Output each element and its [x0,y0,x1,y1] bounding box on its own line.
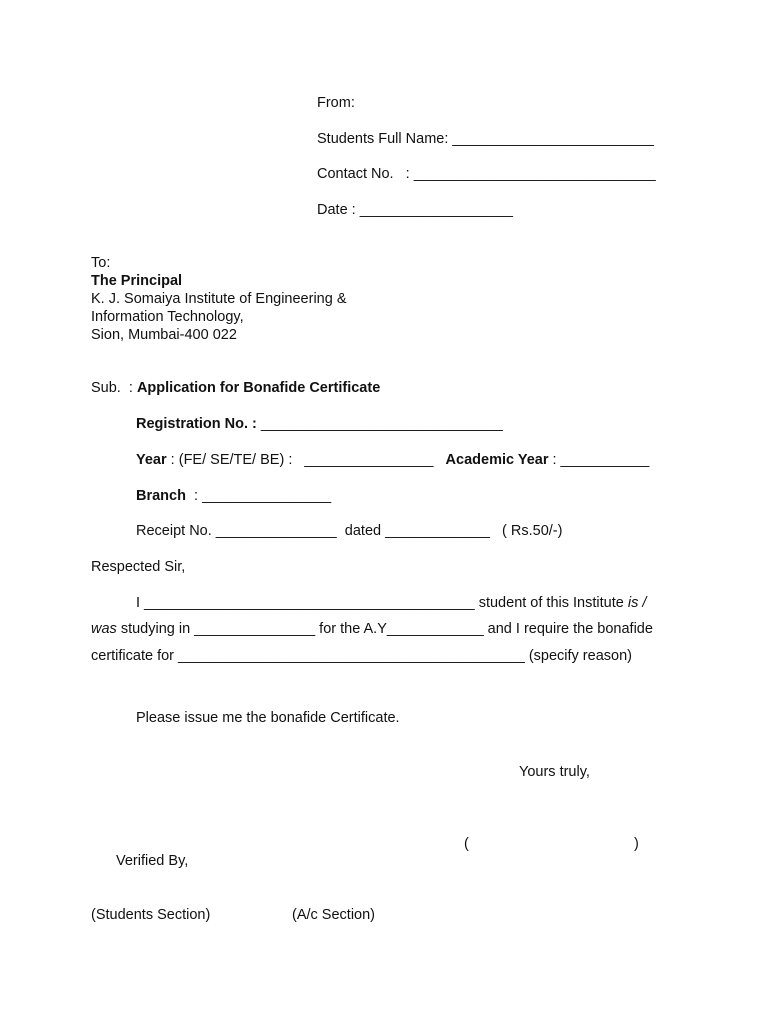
year-options: : (FE/ SE/TE/ BE) : ________________ [166,452,446,468]
body-line-2 [91,620,653,638]
address-line-2: Information Technology, [91,309,244,325]
subject-line [91,379,380,397]
students-section-label: (Students Section) [91,907,211,923]
recipient-title: The Principal [91,273,183,289]
subject-title: Application for Bonafide Certificate [136,380,381,396]
body-line-1 [136,594,646,612]
year-field [136,451,649,469]
student-name-field: Students Full Name: _________________________ [317,131,654,147]
body-line-2-text: studying in _______________ for the A.Y____________ and I require the bonafide [116,621,653,637]
subject-prefix: Sub. : [91,380,137,396]
branch-blank: : ________________ [185,488,332,504]
branch-field [136,487,331,505]
body-line-1-text: I _________________________________________ student of this Institute [136,595,628,611]
verified-by: Verified By, [116,853,189,869]
yours-truly: Yours truly, [519,764,590,780]
salutation: Respected Sir, [91,559,186,575]
year-label: Year [136,452,167,468]
registration-blank: ______________________________ [256,416,503,432]
body-line-1-italic: is / [627,595,647,611]
body-line-3: certificate for ___________________________________________ (specify reason) [91,648,632,664]
body-line-2-italic: was [91,621,117,637]
address-line-1: K. J. Somaiya Institute of Engineering & [91,291,347,307]
signature-paren-open: ( [464,836,469,852]
from-heading: From: [317,95,355,111]
signature-paren-close: ) [634,836,639,852]
to-heading: To: [91,255,111,271]
ac-section-label: (A/c Section) [292,907,375,923]
address-line-3: Sion, Mumbai-400 022 [91,327,237,343]
date-field: Date : ___________________ [317,202,513,218]
branch-label: Branch [136,488,186,504]
receipt-field: Receipt No. _______________ dated _____________ ( Rs.50/-) [136,523,563,539]
academic-year-blank: : ___________ [548,452,650,468]
contact-number-field: Contact No. : ______________________________ [317,166,656,182]
academic-year-label: Academic Year [445,452,549,468]
request-line: Please issue me the bonafide Certificate. [136,710,400,726]
registration-label: Registration No. : [136,416,257,432]
registration-field [136,415,503,433]
